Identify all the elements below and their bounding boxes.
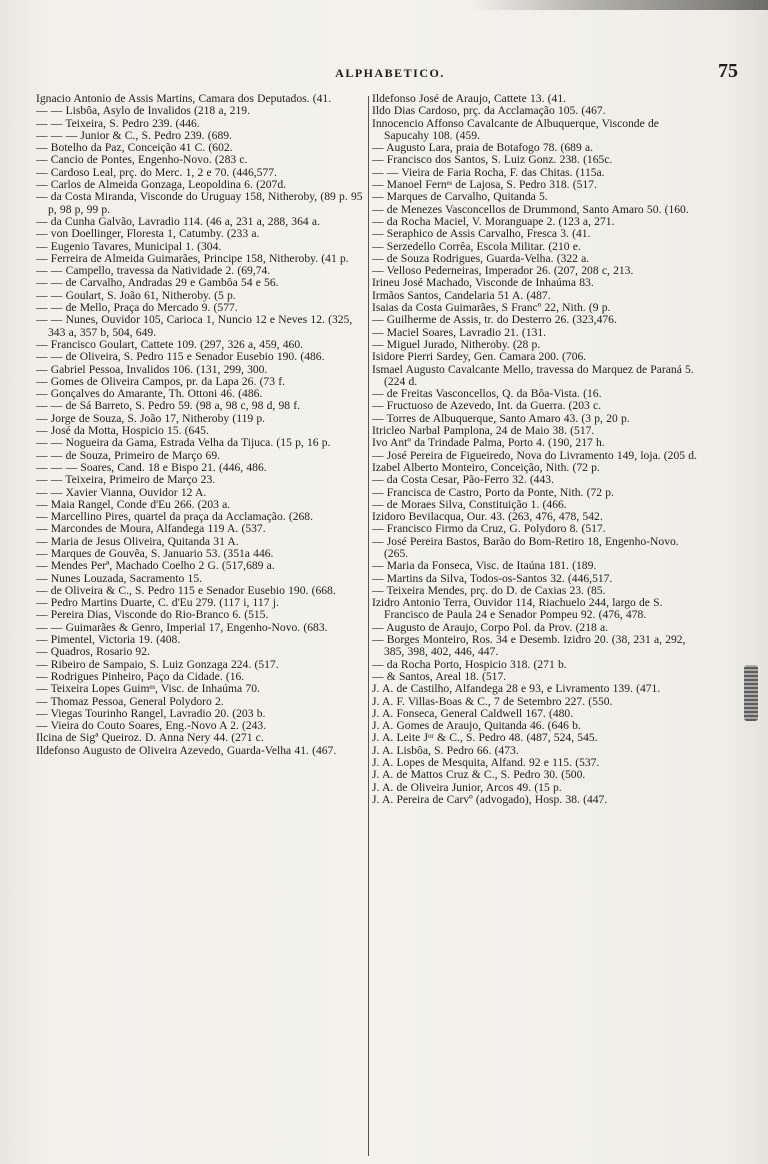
directory-entry: — Fructuoso de Azevedo, Int. da Guerra. (203 c. <box>372 399 602 413</box>
directory-entry: — — de Souza, Primeiro de Março 69. <box>36 448 221 462</box>
directory-entry: J. A. Lisbôa, S. Pedro 66. (473. <box>372 743 519 757</box>
directory-entry: — da Rocha Porto, Hospicio 318. (271 b. <box>372 657 567 671</box>
directory-entry: — — Goulart, S. João 61, Nitheroby. (5 p. <box>36 288 236 302</box>
directory-entry: — Francisco Goulart, Cattete 109. (297, 326 a, 459, 460. <box>36 337 304 351</box>
directory-entry: — & Santos, Areal 18. (517. <box>372 669 507 683</box>
directory-entry: — Viegas Tourinho Rangel, Lavradio 20. (203 b. <box>36 706 266 720</box>
page-number: 75 <box>718 60 738 82</box>
directory-entry: — Francisca de Castro, Porto da Ponte, Nith. (72 p. <box>372 485 614 499</box>
directory-entry: — Torres de Albuquerque, Santo Amaro 43. (3 p, 20 p. <box>372 411 630 425</box>
directory-entry: — Botelho da Paz, Conceição 41 C. (602. <box>36 141 233 155</box>
directory-entry: — Maria da Fonseca, Visc. de Itaúna 181. (189. <box>372 559 597 573</box>
directory-entry: — von Doellinger, Floresta 1, Catumby. (233 a. <box>36 227 260 241</box>
directory-entry: — — Teixeira, Primeiro de Março 23. <box>36 473 216 487</box>
directory-entry: — Nunes Louzada, Sacramento 15. <box>36 571 203 585</box>
directory-entry: — Gonçalves do Amarante, Th. Ottoni 46. (486. <box>36 387 263 401</box>
directory-entry: Ismael Augusto Cavalcante Mello, travessa do Marquez de Paraná 5. (224 d. <box>372 362 694 388</box>
directory-entry: — Rodrigues Pinheiro, Paço da Cidade. (16. <box>36 669 245 683</box>
column-divider <box>368 96 369 1156</box>
directory-entry: — Pedro Martins Duarte, C. d'Eu 279. (117 i, 117 j. <box>36 596 279 610</box>
directory-entry: — — Xavier Vianna, Ouvidor 12 A. <box>36 485 207 499</box>
directory-entry: — de Menezes Vasconcellos de Drummond, Santo Amaro 50. (160. <box>372 202 689 216</box>
directory-entry: — Marcellino Pires, quartel da praça da Acclamação. (268. <box>36 510 313 524</box>
directory-entry: — Augusto de Araujo, Corpo Pol. da Prov. (218 a. <box>372 620 609 634</box>
directory-entry: Isaias da Costa Guimarães, S Francº 22, Nith. (9 p. <box>372 301 611 315</box>
directory-entry: — José Pereira de Figueiredo, Nova do Livramento 149, loja. (205 d. <box>372 448 697 462</box>
directory-entry: — — de Oliveira, S. Pedro 115 e Senador Eusebio 190. (486. <box>36 350 325 364</box>
directory-entry: — de Freitas Vasconcellos, Q. da Bôa-Vista. (16. <box>372 387 602 401</box>
directory-entry: — Teixeira Mendes, prç. do D. de Caxias 23. (85. <box>372 583 606 597</box>
directory-entry: — Borges Monteiro, Ros. 34 e Desemb. Izidro 20. (38, 231 a, 292, 385, 398, 402, 446, 447. <box>372 633 686 659</box>
directory-entry: J. A. Lopes de Mesquita, Alfand. 92 e 115. (537. <box>372 756 600 770</box>
directory-entry: — — Nogueira da Gama, Estrada Velha da Tijuca. (15 p, 16 p. <box>36 436 331 450</box>
directory-entry: Ildefonso José de Araujo, Cattete 13. (41. <box>372 93 567 105</box>
directory-entry: — de Moraes Silva, Constituição 1. (466. <box>372 497 567 511</box>
directory-entry: — Quadros, Rosario 92. <box>36 645 150 659</box>
directory-entry: — Cancio de Pontes, Engenho-Novo. (283 c. <box>36 153 248 167</box>
directory-entry: J. A. Gomes de Araujo, Quitanda 46. (646 b. <box>372 719 581 733</box>
directory-entry: J. A. de Castilho, Alfandega 28 e 93, e Livramento 139. (471. <box>372 682 661 696</box>
library-stamp <box>744 665 758 721</box>
directory-entry: Isidore Pierri Sardey, Gen. Camara 200. (706. <box>372 350 587 364</box>
directory-entry: — da Cunha Galvão, Lavradio 114. (46 a, 231 a, 288, 364 a. <box>36 214 320 228</box>
directory-entry: — Ferreira de Almeida Guimarães, Principe 158, Nitheroby. (41 p. <box>36 251 349 265</box>
directory-entry: — de Souza Rodrigues, Guarda-Velha. (322 a. <box>372 251 590 265</box>
directory-entry: — — de Carvalho, Andradas 29 e Gambôa 54 e 56. <box>36 276 279 290</box>
directory-entry: — Guilherme de Assis, tr. do Desterro 26. (323,476. <box>372 313 617 327</box>
directory-entry: — Vieira do Couto Soares, Eng.-Novo A 2. (243. <box>36 719 267 733</box>
directory-entry: — Jorge de Souza, S. João 17, Nitheroby (119 p. <box>36 411 266 425</box>
directory-entry: Izabel Alberto Monteiro, Conceição, Nith. (72 p. <box>372 460 600 474</box>
directory-entry: Innocencio Affonso Cavalcante de Albuquerque, Visconde de Sapucahy 108. (459. <box>372 116 659 142</box>
directory-entry: — — de Sá Barreto, S. Pedro 59. (98 a, 98 c, 98 d, 98 f. <box>36 399 301 413</box>
directory-entry: Ilcina de Sigª Queiroz. D. Anna Nery 44. (271 c. <box>36 731 264 745</box>
directory-entry: — — — Soares, Cand. 18 e Bispo 21. (446, 486. <box>36 460 267 474</box>
directory-entry: Izidro Antonio Terra, Ouvidor 114, Riachuelo 244, largo de S. Francisco de Paula 24 e Senador Pompeu 92. (476, 478. <box>372 596 663 622</box>
directory-entry: J. A. Fonseca, General Caldwell 167. (480. <box>372 706 574 720</box>
directory-entry: — Velloso Pederneiras, Imperador 26. (207, 208 c, 213. <box>372 264 634 278</box>
directory-entry: — Mendes Perª, Machado Coelho 2 G. (517,689 a. <box>36 559 275 573</box>
directory-entry: — José da Motta, Hospicio 15. (645. <box>36 424 209 438</box>
directory-entry: Ildefonso Augusto de Oliveira Azevedo, Guarda-Velha 41. (467. <box>36 743 337 757</box>
directory-entry: — — Campello, travessa da Natividade 2. (69,74. <box>36 264 271 278</box>
directory-entry: — — de Mello, Praça do Mercado 9. (577. <box>36 301 238 315</box>
directory-entry: — Marques de Carvalho, Quitanda 5. <box>372 190 548 204</box>
directory-entry: — José Pereira Bastos, Barão do Bom-Retiro 18, Engenho-Novo. (265. <box>372 534 679 560</box>
directory-entry: Ignacio Antonio de Assis Martins, Camara dos Deputados. (41. <box>36 93 332 105</box>
directory-entry: — — Teixeira, S. Pedro 239. (446. <box>36 116 200 130</box>
running-title: ALPHABETICO. <box>335 66 445 80</box>
directory-entry: Itricleo Narbal Pamplona, 24 de Maio 38. (517. <box>372 424 595 438</box>
directory-entry: — Manoel Fernᵉˢ de Lajosa, S. Pedro 318. (517. <box>372 178 597 192</box>
directory-entry: — Martins da Silva, Todos-os-Santos 32. (446,517. <box>372 571 613 585</box>
directory-entry: — Maria de Jesus Oliveira, Quitanda 31 A. <box>36 534 239 548</box>
directory-entry: — da Costa Miranda, Visconde do Uruguay 158, Nitheroby, (89 p. 95 p, 98 p, 99 p. <box>36 190 363 216</box>
directory-entry: — — Nunes, Ouvidor 105, Carioca 1, Nuncio 12 e Neves 12. (325, 343 a, 357 b, 504, 649. <box>36 313 353 339</box>
directory-entry: Ivo Antº da Trindade Palma, Porto 4. (190, 217 h. <box>372 436 605 450</box>
directory-entry: — Carlos de Almeida Gonzaga, Leopoldina 6. (207d. <box>36 178 287 192</box>
directory-entry: — Marques de Gouvêa, S. Januario 53. (351a 446. <box>36 546 274 560</box>
page-edge-stain <box>470 0 768 10</box>
directory-entry: — Ribeiro de Sampaio, S. Luiz Gonzaga 224. (517. <box>36 657 279 671</box>
directory-entry: — Gomes de Oliveira Campos, pr. da Lapa 26. (73 f. <box>36 374 285 388</box>
directory-entry: — da Costa Cesar, Pão-Ferro 32. (443. <box>372 473 554 487</box>
directory-entry: — Teixeira Lopes Guimᵉˢ, Visc. de Inhaúma 70. <box>36 682 260 696</box>
directory-entry: — da Rocha Maciel, V. Moranguape 2. (123 a, 271. <box>372 214 615 228</box>
directory-entry: — Maia Rangel, Conde d'Eu 266. (203 a. <box>36 497 231 511</box>
directory-entry: Irmãos Santos, Candelaria 51 A. (487. <box>372 288 551 302</box>
directory-entry: — Francisco Firmo da Cruz, G. Polydoro 8. (517. <box>372 522 606 536</box>
directory-entry: — Miguel Jurado, Nitheroby. (28 p. <box>372 337 541 351</box>
directory-entry: J. A. de Oliveira Junior, Arcos 49. (15 p. <box>372 780 562 794</box>
directory-entry: — — Vieira de Faria Rocha, F. das Chitas. (115a. <box>372 165 605 179</box>
page-header <box>40 60 740 88</box>
directory-entry: — Serzedello Corrêa, Escola Militar. (210 e. <box>372 239 581 253</box>
left-column <box>36 93 367 1158</box>
directory-entry: — Thomaz Pessoa, General Polydoro 2. <box>36 694 224 708</box>
directory-entry: — Francisco dos Santos, S. Luiz Gonz. 238. (165c. <box>372 153 613 167</box>
directory-entry: — — Guimarães & Genro, Imperial 17, Engenho-Novo. (683. <box>36 620 328 634</box>
directory-entry: J. A. F. Villas-Boas & C., 7 de Setembro 227. (550. <box>372 694 613 708</box>
directory-entry: J. A. Leite Jᵒʳ & C., S. Pedro 48. (487, 524, 545. <box>372 731 598 745</box>
directory-entry: — Marcondes de Moura, Alfandega 119 A. (537. <box>36 522 266 536</box>
directory-entry: — Cardoso Leal, prç. do Merc. 1, 2 e 70. (446,577. <box>36 165 277 179</box>
directory-entry: — Eugenio Tavares, Municipal 1. (304. <box>36 239 222 253</box>
directory-entry: — Gabriel Pessoa, Invalidos 106. (131, 299, 300. <box>36 362 268 376</box>
directory-entry: — Pereira Dias, Visconde do Rio-Branco 6. (515. <box>36 608 269 622</box>
directory-entry: — Maciel Soares, Lavradio 21. (131. <box>372 325 547 339</box>
directory-entry: — — Lisbôa, Asylo de Invalidos (218 a, 219. <box>36 104 250 118</box>
directory-entry: J. A. Pereira de Carvº (advogado), Hosp. 38. (447. <box>372 792 608 806</box>
directory-entry: Izidoro Bevilacqua, Our. 43. (263, 476, 478, 542. <box>372 510 603 524</box>
directory-entry: J. A. de Mattos Cruz & C., S. Pedro 30. (500. <box>372 768 586 782</box>
directory-entry: — Pimentel, Victoria 19. (408. <box>36 633 181 647</box>
directory-entry: — Seraphico de Assis Carvalho, Fresca 3. (41. <box>372 227 591 241</box>
right-column <box>372 93 703 1158</box>
directory-entry: — — — Junior & C., S. Pedro 239. (689. <box>36 128 232 142</box>
directory-entry: — Augusto Lara, praia de Botafogo 78. (689 a. <box>372 141 594 155</box>
directory-entry: — de Oliveira & C., S. Pedro 115 e Senador Eusebio 190. (668. <box>36 583 336 597</box>
directory-entry: Irineu José Machado, Visconde de Inhaúma 83. <box>372 276 594 290</box>
directory-entry: Ildo Dias Cardoso, prç. da Acclamação 105. (467. <box>372 104 606 118</box>
